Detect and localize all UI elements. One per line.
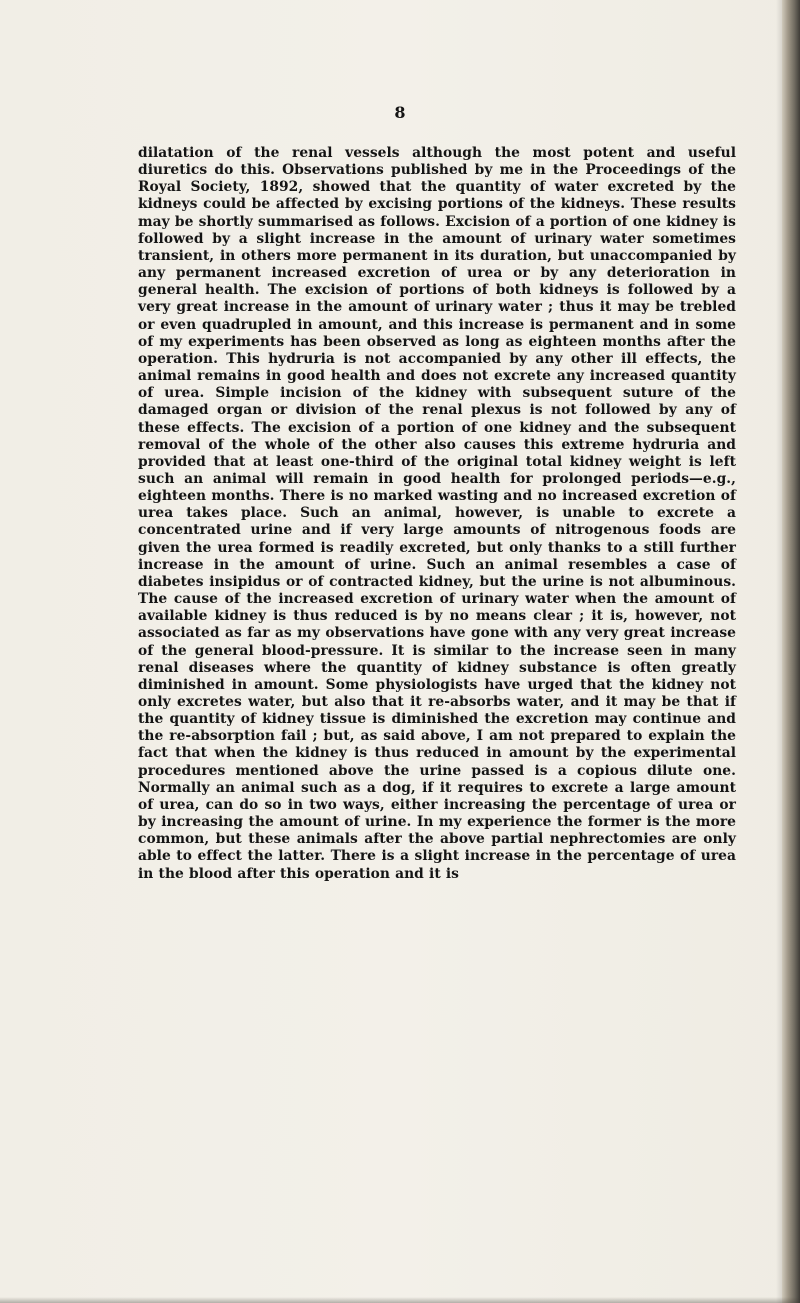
page-edge (782, 0, 800, 1303)
body-text (138, 145, 736, 883)
bottom-edge (0, 1297, 800, 1303)
page-number: 8 (394, 103, 406, 122)
paragraph: dilatation of the renal vessels although the most potent and useful diuretics do this. Observations published by me in the Proceedings of the Royal Society, 1892, showed that the quantity of water excreted by the kidneys could be affected by excising portions of the kidneys. These results may be shortly summarised as follows. Excision of a portion of one kidney is followed by a slight increase in the amount of urinary water sometimes transient, in others more permanent in its duration, but unaccompanied by any permanent increased excretion of urea or by any deterioration in general health. The excision of portions of both kidneys is followed by a very great increase in the amount of urinary water ; thus it may be trebled or even quadrupled in amount, and this increase is permanent and in some of my experiments has been observed as long as eighteen months after the operation. This hydruria is not accompanied by any other ill effects, the animal remains in good health and does not excrete any increased quantity of urea. Simple incision of the kidney with subsequent suture of the damaged organ or division of the renal plexus is not followed by any of these effects. The excision of a portion of one kidney and the subsequent removal of the whole of the other also causes this extreme hydruria and provided that at least one-third of the original total kidney weight is left such an animal will remain in good health for prolonged periods—e.g., eighteen months. There is no marked wasting and no increased excretion of urea takes place. Such an animal, however, is unable to excrete a concentrated urine and if very large amounts of nitrogenous foods are given the urea formed is readily excreted, but only thanks to a still further increase in the amount of urine. Such an animal resembles a case of diabetes insipidus or of contracted kidney, but the urine is not albuminous. The cause of the increased excretion of urinary water when the amount of available kidney is thus reduced is by no means clear ; it is, however, not associated as far as my observations have gone with any very great increase of the general blood-pressure. It is similar to the increase seen in many renal diseases where the quantity of kidney substance is often greatly diminished in amount. Some physiologists have urged that the kidney not only excretes water, but also that it re-absorbs water, and it may be that if the quantity of kidney tissue is diminished the excretion may continue and the re-absorption fail ; but, as said above, I am not prepared to explain the fact that when the kidney is thus reduced in amount by the experimental procedures mentioned above the urine passed is a copious dilute one. Normally an animal such as a dog, if it requires to excrete a large amount of urea, can do so in two ways, either increasing the percentage of urea or by increasing the amount of urine. In my experience the former is the more common, but these animals after the above partial nephrectomies are only able to effect the latter. There is a slight increase in the percentage of urea in the blood after this operation and it is (138, 145, 736, 882)
